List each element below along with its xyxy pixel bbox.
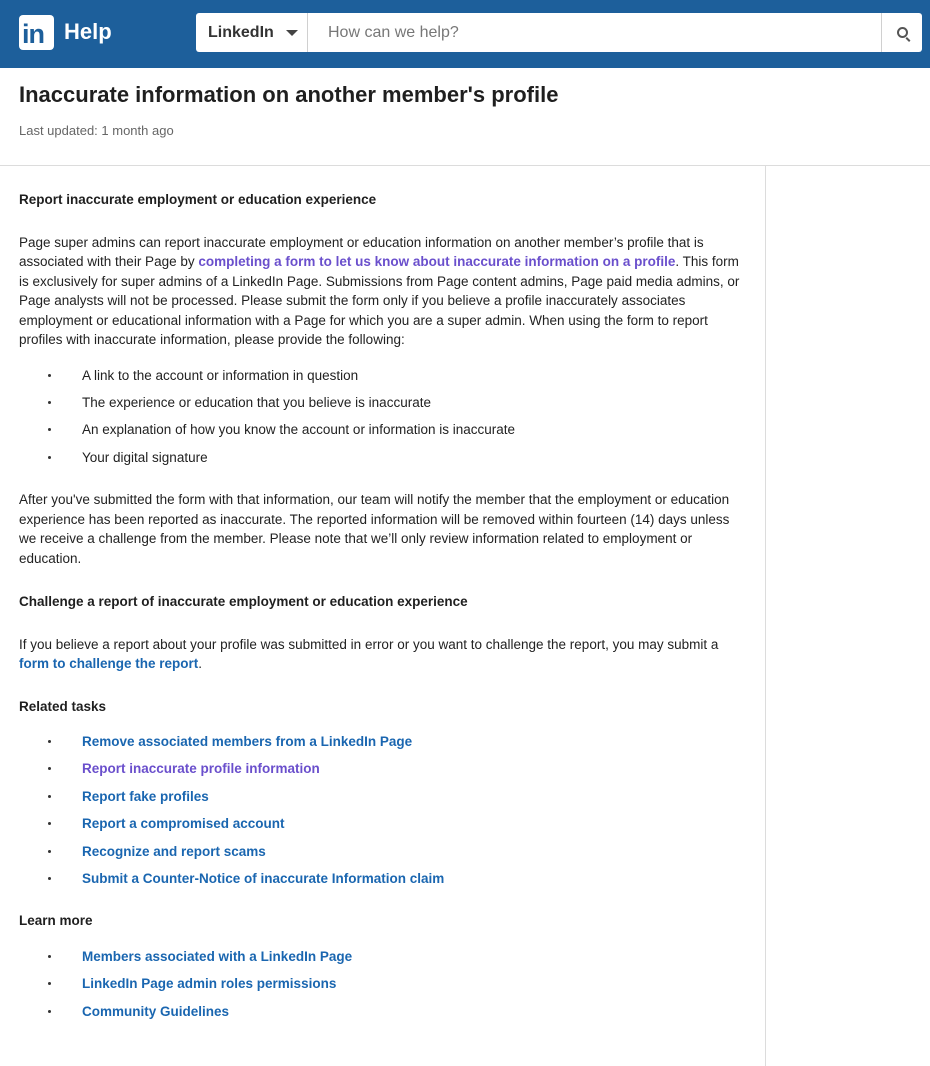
section-heading-challenge: Challenge a report of inaccurate employment or education experience [19,594,468,610]
section-heading-report: Report inaccurate employment or education experience [19,192,377,207]
last-updated-text: Last updated: 1 month ago [19,123,174,138]
learn-more-link[interactable]: LinkedIn Page admin roles permissions [82,976,337,992]
list-item [19,787,744,814]
related-tasks-list [19,732,744,896]
list-item [19,869,744,896]
learn-more-list [19,947,744,1029]
report-form-link[interactable]: completing a form to let us know about inaccurate information on a profile [198,254,676,269]
list-item: An explanation of how you know the account or information is inaccurate [19,420,744,447]
related-task-link[interactable]: Submit a Counter-Notice of inaccurate Information claim [82,871,445,887]
after-submission-paragraph: After you've submitted the form with that information, our team will notify the member that the employment or education experience has been reported as inaccurate. The reported information will be removed within fourteen (14) days unless we receive a challenge from the member. Please note that we’ll only review information related to employment or education. [19,492,730,566]
list-item: The experience or education that you believe is inaccurate [19,393,744,420]
search-input[interactable] [308,13,881,52]
top-navigation-bar [0,0,930,68]
challenge-form-link[interactable]: form to challenge the report [19,656,199,672]
page-title: Inaccurate information on another member's profile [19,82,559,107]
scope-label: LinkedIn [208,23,274,41]
related-task-link[interactable]: Report inaccurate profile information [82,761,320,777]
related-task-link[interactable]: Recognize and report scams [82,843,266,859]
list-item [19,842,744,869]
challenge-paragraph: If you believe a report about your profile was submitted in error or you want to challenge the report, you may submit a form to challenge the report. [19,636,719,672]
list-item [19,732,744,759]
list-item [19,1002,744,1029]
learn-more-heading: Learn more [19,913,93,929]
learn-more-link[interactable]: Community Guidelines [82,1003,230,1019]
help-home-link[interactable]: Help [64,19,112,44]
related-tasks-heading: Related tasks [19,698,107,714]
product-scope-dropdown[interactable] [196,13,308,52]
related-task-link[interactable]: Report a compromised account [82,816,285,832]
list-item: A link to the account or information in question [19,366,744,393]
chevron-down-icon [286,30,298,36]
list-item: Your digital signature [19,448,744,475]
learn-more-link[interactable]: Members associated with a LinkedIn Page [82,948,353,964]
list-item [19,759,744,786]
list-item [19,947,744,974]
related-task-link[interactable]: Report fake profiles [82,788,209,804]
search-bar [196,13,922,52]
requirements-list [19,366,744,476]
article-header [0,68,930,166]
search-icon [897,27,908,38]
intro-paragraph: Page super admins can report inaccurate employment or education information on another member’s profile that is associated with their Page by completing a form to let us know about inaccurate information on a profile. This form is exclusively for super admins of a LinkedIn Page. Submissions from Page content admins, Page paid media admins, or Page analysts will not be processed. Please submit the form only if you believe a profile inaccurately associates employment or educational information with a Page for which you are a super admin. When using the form to report profiles with inaccurate information, please provide the following: [19,234,740,347]
linkedin-logo[interactable]: in [19,15,54,50]
related-task-link[interactable]: Remove associated members from a LinkedIn Page [82,734,413,750]
right-sidebar [765,166,930,1066]
list-item [19,814,744,841]
list-item [19,974,744,1001]
search-button[interactable] [881,13,922,52]
article-body [19,166,744,1029]
